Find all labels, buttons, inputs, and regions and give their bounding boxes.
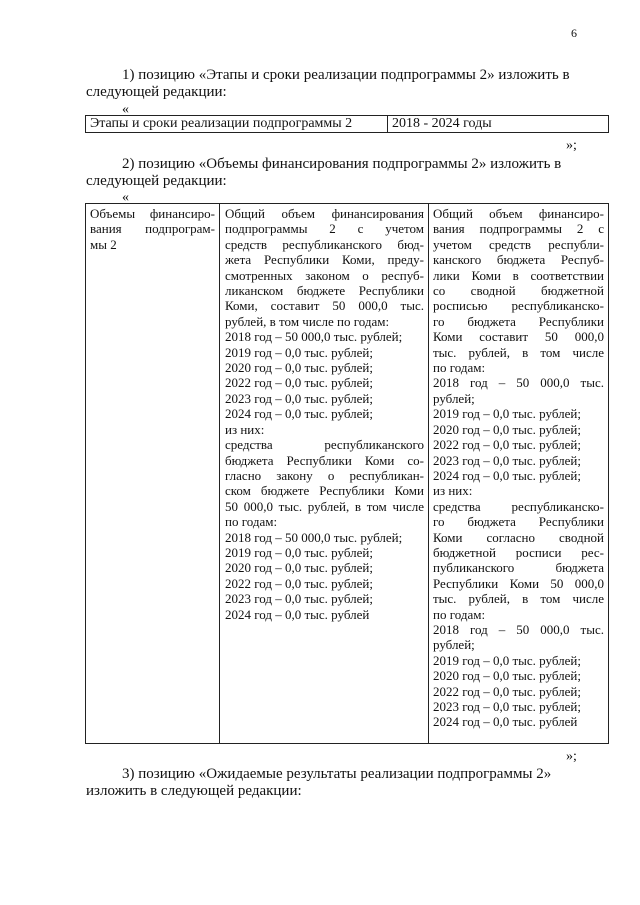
table-line: ликанском бюджете Республики <box>225 283 424 299</box>
table-line: смотренных законом о респуб- <box>225 267 424 283</box>
table-line: средств республиканского бюд- <box>225 236 424 252</box>
table-line: 2023 год – 0,0 тыс. рублей; <box>225 390 373 406</box>
table-line: 2018 год – 50 000,0 тыс. <box>433 621 604 637</box>
table-line: гласно закону о республикан- <box>225 467 424 483</box>
table-line: Коми согласно сводной <box>433 529 604 545</box>
table-line: Общий объем финансиро- <box>433 206 604 221</box>
stages-value-cell: 2018 - 2024 годы <box>392 116 492 131</box>
table-line: вания подпрограммы 2 с <box>433 221 604 237</box>
table-line: публиканского бюджета <box>433 560 604 576</box>
table-line: Республики Коми 50 000,0 <box>433 575 604 591</box>
paragraph-2-line-2: следующей редакции: <box>86 173 227 189</box>
table-line: 2020 год – 0,0 тыс. рублей; <box>225 560 373 576</box>
table-line: рублей; <box>433 637 475 653</box>
table-line: 2019 год – 0,0 тыс. рублей; <box>225 344 373 360</box>
table-line: бюджетной росписи рес- <box>433 544 604 560</box>
table-line: учетом средств республи- <box>433 236 604 252</box>
table-line: 2024 год – 0,0 тыс. рублей <box>225 606 370 622</box>
paragraph-3-line-1: 3) позицию «Ожидаемые результаты реализации подпрограммы 2» <box>122 766 552 782</box>
funding-current-text-cell <box>220 204 429 743</box>
table-line: по годам: <box>225 514 278 530</box>
table-line: бюджета Республики Коми со- <box>225 452 424 468</box>
table-line: ском бюджете Республики Коми <box>225 483 424 499</box>
table-line: 2023 год – 0,0 тыс. рублей; <box>433 699 581 714</box>
stages-label-cell: Этапы и сроки реализации подпрограммы 2 <box>86 116 388 132</box>
table-line: 2024 год – 0,0 тыс. рублей; <box>225 406 373 422</box>
table-line: Объемы финансиро- <box>90 206 215 221</box>
table-line: росписью республиканско- <box>433 298 604 314</box>
table-line: 2019 год – 0,0 тыс. рублей; <box>225 544 373 560</box>
paragraph-1-line-2: следующей редакции: <box>86 84 227 100</box>
table-line: рублей, в том числе по годам: <box>225 313 390 329</box>
table-line: 2022 год – 0,0 тыс. рублей; <box>433 437 581 453</box>
paragraph-1-line-1: 1) позицию «Этапы и сроки реализации подпрограммы 2» изложить в <box>122 67 570 83</box>
table-line: из них: <box>225 421 265 437</box>
table-line: го бюджета Республики <box>433 514 604 530</box>
funding-new-text-cell <box>429 204 608 743</box>
table-line: го бюджета Республики <box>433 313 604 329</box>
table-line: 2020 год – 0,0 тыс. рублей; <box>225 360 373 376</box>
paragraph-1 <box>86 67 580 101</box>
paragraph-2-line-1: 2) позицию «Объемы финансирования подпрограммы 2» изложить в <box>122 156 562 172</box>
table-line: 2020 год – 0,0 тыс. рублей; <box>433 421 581 437</box>
table-line: Коми, составит 50 000,0 тыс. <box>225 298 424 314</box>
close-quote-2: »; <box>566 749 577 764</box>
table-line: из них: <box>433 483 473 499</box>
open-quote-2: « <box>122 190 129 205</box>
table-line: жета Республики Коми, преду- <box>225 252 424 268</box>
table-line: 2022 год – 0,0 тыс. рублей; <box>225 375 373 391</box>
paragraph-3-line-2: изложить в следующей редакции: <box>86 783 302 799</box>
table-line: 2022 год – 0,0 тыс. рублей; <box>433 683 581 699</box>
table-line: 2024 год – 0,0 тыс. рублей <box>433 714 578 730</box>
table-line: по годам: <box>433 606 486 622</box>
paragraph-2 <box>86 156 580 190</box>
table-line: 2024 год – 0,0 тыс. рублей; <box>433 467 581 483</box>
table-line: средства республиканского <box>225 437 424 453</box>
table-line: по годам: <box>433 360 486 376</box>
table-line: 2022 год – 0,0 тыс. рублей; <box>225 575 373 591</box>
table-line: 50 000,0 тыс. рублей, в том числе <box>225 498 424 514</box>
page-number: 6 <box>571 26 577 40</box>
table-line: со сводной бюджетной <box>433 283 604 299</box>
table-line: подпрограммы 2 с учетом <box>225 221 424 237</box>
table-line: тыс. рублей, в том числе <box>433 591 604 607</box>
table-line: Общий объем финансирования <box>225 206 424 221</box>
table-line: 2018 год – 50 000,0 тыс. рублей; <box>225 329 403 345</box>
table-line: 2019 год – 0,0 тыс. рублей; <box>433 406 581 422</box>
funding-table <box>85 203 609 744</box>
funding-label-cell <box>86 204 220 743</box>
open-quote-1: « <box>122 102 129 117</box>
table-line: вания подпрограм- <box>90 221 215 237</box>
table-line: 2023 год – 0,0 тыс. рублей; <box>433 452 581 468</box>
stages-table <box>85 115 609 133</box>
table-line: мы 2 <box>90 236 117 252</box>
table-line: 2023 год – 0,0 тыс. рублей; <box>225 591 373 607</box>
table-line: лики Коми в соответствии <box>433 267 604 283</box>
paragraph-3 <box>86 766 580 800</box>
close-quote-1: »; <box>566 138 577 153</box>
table-line: канского бюджета Респуб- <box>433 252 604 268</box>
table-line: 2018 год – 50 000,0 тыс. <box>433 375 604 391</box>
table-line: рублей; <box>433 390 475 406</box>
table-line: средства республиканско- <box>433 498 604 514</box>
table-line: 2018 год – 50 000,0 тыс. рублей; <box>225 529 403 545</box>
table-line: Коми составит 50 000,0 <box>433 329 604 345</box>
table-line: 2020 год – 0,0 тыс. рублей; <box>433 668 581 684</box>
table-line: 2019 год – 0,0 тыс. рублей; <box>433 652 581 668</box>
table-line: тыс. рублей, в том числе <box>433 344 604 360</box>
